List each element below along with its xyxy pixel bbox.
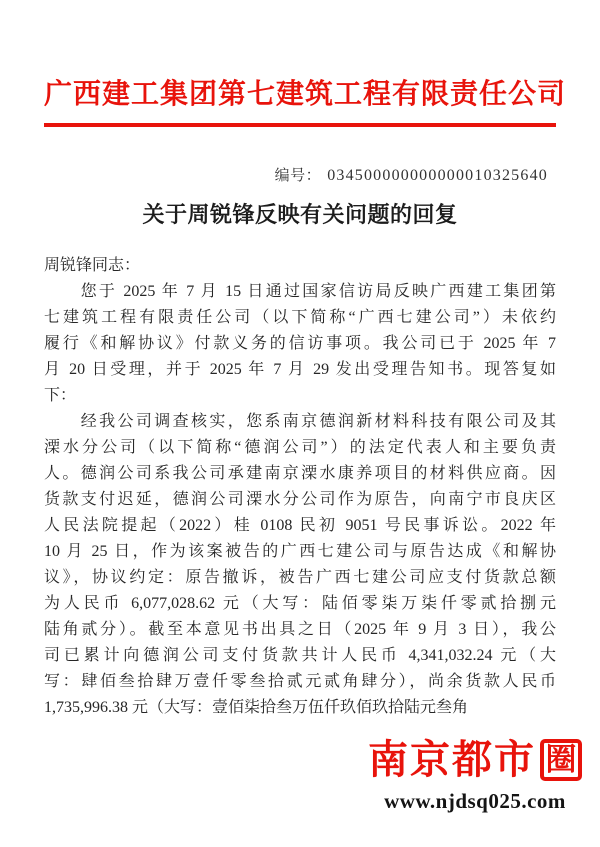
body-line: 司已累计向德润公司支付货款共计人民币 4,341,032.24 元（大 [44, 647, 556, 664]
paragraph [44, 279, 556, 409]
body-line: 溧水分公司（以下简称“德润公司”）的法定代表人和主要负责 [44, 439, 556, 456]
document-title: 关于周锐锋反映有关问题的回复 [142, 202, 458, 227]
body-line: 月 20 日受理，并于 2025 年 7 月 29 发出受理告知书。现答复如 [44, 361, 556, 378]
watermark-logo [368, 736, 582, 784]
body-line: 经我公司调查核实，您系南京德润新材料科技有限公司及其 [44, 413, 556, 430]
site-watermark [368, 736, 582, 814]
body-line: 为人民币 6,077,028.62 元（大写：陆佰零柒万柒仟零贰拾捌元 [44, 595, 556, 612]
watermark-brand-text: 南京都市 [368, 737, 536, 782]
body-line: 下： [44, 387, 77, 404]
body-line: 写：肆佰叁拾肆万壹仟零叁拾贰元贰角肆分），尚余货款人民币 [44, 673, 556, 690]
paragraph [44, 409, 556, 721]
body-line: 人。德润公司系我公司承建南京溧水康养项目的材料供应商。因 [44, 465, 556, 482]
salutation: 周锐锋同志： [44, 257, 141, 274]
document-number-value: 034500000000000010325640 [327, 167, 548, 184]
body-line: 议》，协议约定：原告撤诉，被告广西七建公司应支付货款总额 [44, 569, 556, 586]
body-line: 七建筑工程有限责任公司（以下简称“广西七建公司”）未依约 [44, 309, 556, 326]
letterhead-divider [44, 123, 556, 127]
watermark-url: www.njdsq025.com [384, 789, 566, 813]
document-number-label: 编号： [274, 168, 322, 184]
body-text [44, 279, 556, 721]
body-line: 人民法院提起（2022）桂 0108 民初 9051 号民事诉讼。2022 年 [44, 517, 556, 534]
body-line: 货款支付迟延，德润公司溧水分公司作为原告，向南宁市良庆区 [44, 491, 556, 508]
body-line: 1,735,996.38 元（大写：壹佰柒拾叁万伍仟玖佰玖拾陆元叁角 [44, 699, 469, 716]
letterhead-company-name: 广西建工集团第七建筑工程有限责任公司 [44, 79, 567, 110]
body-line: 10 月 25 日，作为该案被告的广西七建公司与原告达成《和解协 [44, 543, 556, 560]
body-line: 履行《和解协议》付款义务的信访事项。我公司已于 2025 年 7 [44, 335, 556, 352]
watermark-seal-icon: 圈 [540, 739, 582, 781]
document-number-row [44, 164, 556, 185]
body-line: 您于 2025 年 7 月 15 日通过国家信访局反映广西建工集团第 [44, 283, 556, 300]
body-line: 陆角贰分）。截至本意见书出具之日（2025 年 9 月 3 日），我公 [44, 621, 556, 638]
